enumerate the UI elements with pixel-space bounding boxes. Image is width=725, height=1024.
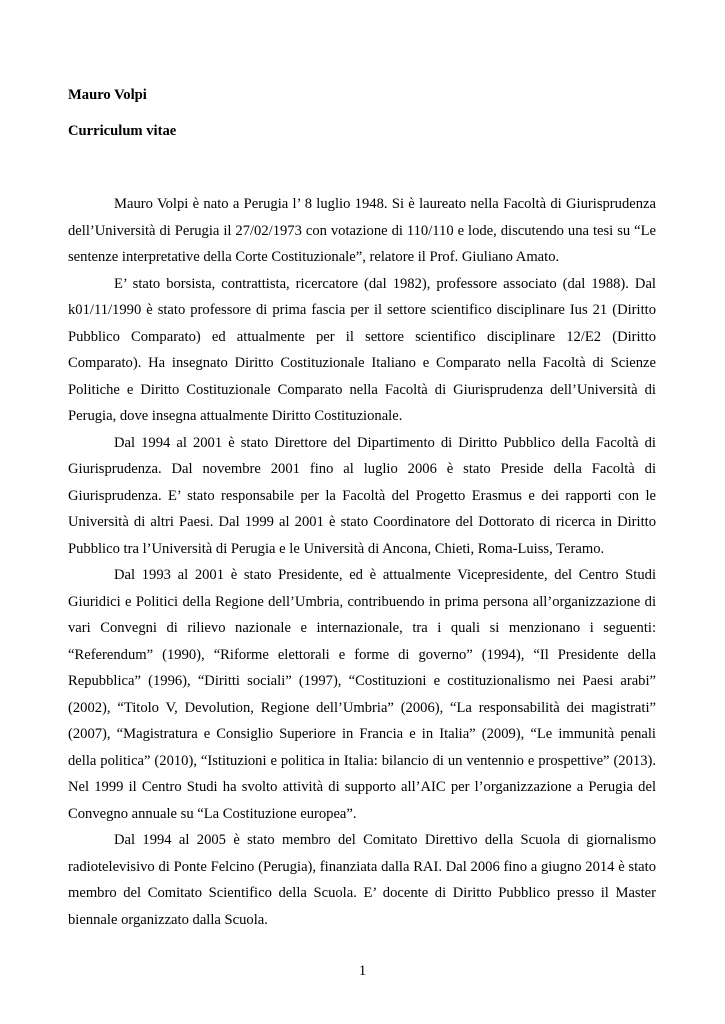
document-title: Curriculum vitae bbox=[68, 123, 177, 139]
paragraph-study-center: Dal 1993 al 2001 è stato Presidente, ed è attualmente Vicepresidente, del Centro Studi Giuridici e Politici della Regione dell’Umbria, contribuendo in prima persona all’organizzazione di vari Convegni di rilievo nazionale e internazionale, tra i quali si menzionano i seguenti: “Referendum” (1990), “Riforme elettorali e forme di governo” (1994), “Il Presidente della Repubblica” (1996), “Diritti sociali” (1997), “Costituzioni e costituzionalismo nei Paesi arabi” (2002), “Titolo V, Devolution, Regione dell’Umbria” (2006), “La responsabilità dei magistrati” (2007), “Magistratura e Consiglio Superiore in Francia e in Italia” (2009), “Le immunità penali della politica” (2010), “Istituzioni e politica in Italia: bilancio di un ventennio e prospettive” (2013). Nel 1999 il Centro Studi ha svolto attività di supporto all’AIC per l’organizzazione a Perugia del Convegno annuale su “La Costituzione europea”. bbox=[68, 567, 656, 822]
page-number: 1 bbox=[358, 963, 367, 979]
paragraph-birth-education: Mauro Volpi è nato a Perugia l’ 8 luglio 1948. Si è laureato nella Facoltà di Giurisprudenza dell’Università di Perugia il 27/02/1973 con votazione di 110/110 e lode, discutendo una tesi su “Le sentenze interpretative della Corte Costituzionale”, relatore il Prof. Giuliano Amato. bbox=[68, 196, 656, 265]
author-name: Mauro Volpi bbox=[68, 87, 147, 103]
paragraph-journalism-school: Dal 1994 al 2005 è stato membro del Comitato Direttivo della Scuola di giornalismo radiotelevisivo di Ponte Felcino (Perugia), finanziata dalla RAI. Dal 2006 fino a giugno 2014 è stato membro del Comitato Scientifico della Scuola. E’ docente di Diritto Pubblico presso il Master biennale organizzato dalla Scuola. bbox=[68, 832, 656, 928]
document-body bbox=[68, 191, 656, 933]
paragraph-department-roles: Dal 1994 al 2001 è stato Direttore del Dipartimento di Diritto Pubblico della Facoltà di Giurisprudenza. Dal novembre 2001 fino al luglio 2006 è stato Preside della Facoltà di Giurisprudenza. E’ stato responsabile per la Facoltà del Progetto Erasmus e dei rapporti con le Università di altri Paesi. Dal 1999 al 2001 è stato Coordinatore del Dottorato di ricerca in Diritto Pubblico tra l’Università di Perugia e le Università di Ancona, Chieti, Roma-Luiss, Teramo. bbox=[68, 434, 656, 557]
paragraph-academic-career: E’ stato borsista, contrattista, ricercatore (dal 1982), professore associato (dal 1988). Dal k01/11/1990 è stato professore di prima fascia per il settore scientifico disciplinare Ius 21 (Diritto Pubblico Comparato) ed attualmente per il settore scientifico disciplinare 12/E2 (Diritto Comparato). Ha insegnato Diritto Costituzionale Italiano e Comparato nella Facoltà di Scienze Politiche e Diritto Costituzionale Comparato nella Facoltà di Giurisprudenza dell’Università di Perugia, dove insegna attualmente Diritto Costituzionale. bbox=[68, 275, 656, 424]
